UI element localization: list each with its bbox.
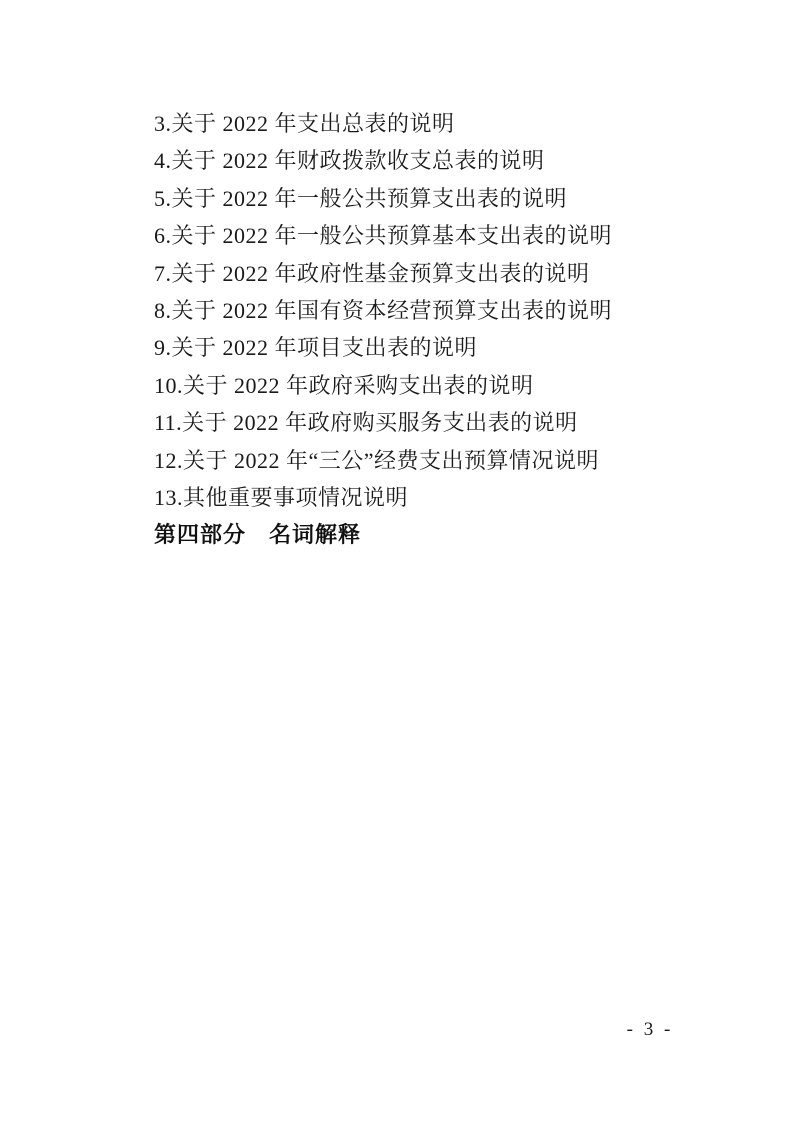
toc-item: 12.关于 2022 年“三公”经费支出预算情况说明 bbox=[154, 447, 600, 473]
toc-item: 13.其他重要事项情况说明 bbox=[154, 485, 409, 511]
toc-item: 11.关于 2022 年政府购买服务支出表的说明 bbox=[154, 410, 578, 436]
section-heading: 第四部分 名词解释 bbox=[154, 522, 362, 548]
toc-item: 6.关于 2022 年一般公共预算基本支出表的说明 bbox=[154, 223, 613, 249]
toc-item: 3.关于 2022 年支出总表的说明 bbox=[154, 111, 455, 136]
toc-item: 7.关于 2022 年政府性基金预算支出表的说明 bbox=[154, 260, 590, 286]
page-number: - 3 - bbox=[626, 1019, 674, 1040]
toc-item: 5.关于 2022 年一般公共预算支出表的说明 bbox=[154, 185, 568, 211]
toc-item: 4.关于 2022 年财政拨款收支总表的说明 bbox=[154, 148, 545, 174]
toc-item: 10.关于 2022 年政府采购支出表的说明 bbox=[154, 372, 534, 398]
table-of-contents bbox=[154, 105, 754, 554]
toc-item: 9.关于 2022 年项目支出表的说明 bbox=[154, 335, 478, 361]
toc-item: 8.关于 2022 年国有资本经营预算支出表的说明 bbox=[154, 298, 613, 324]
